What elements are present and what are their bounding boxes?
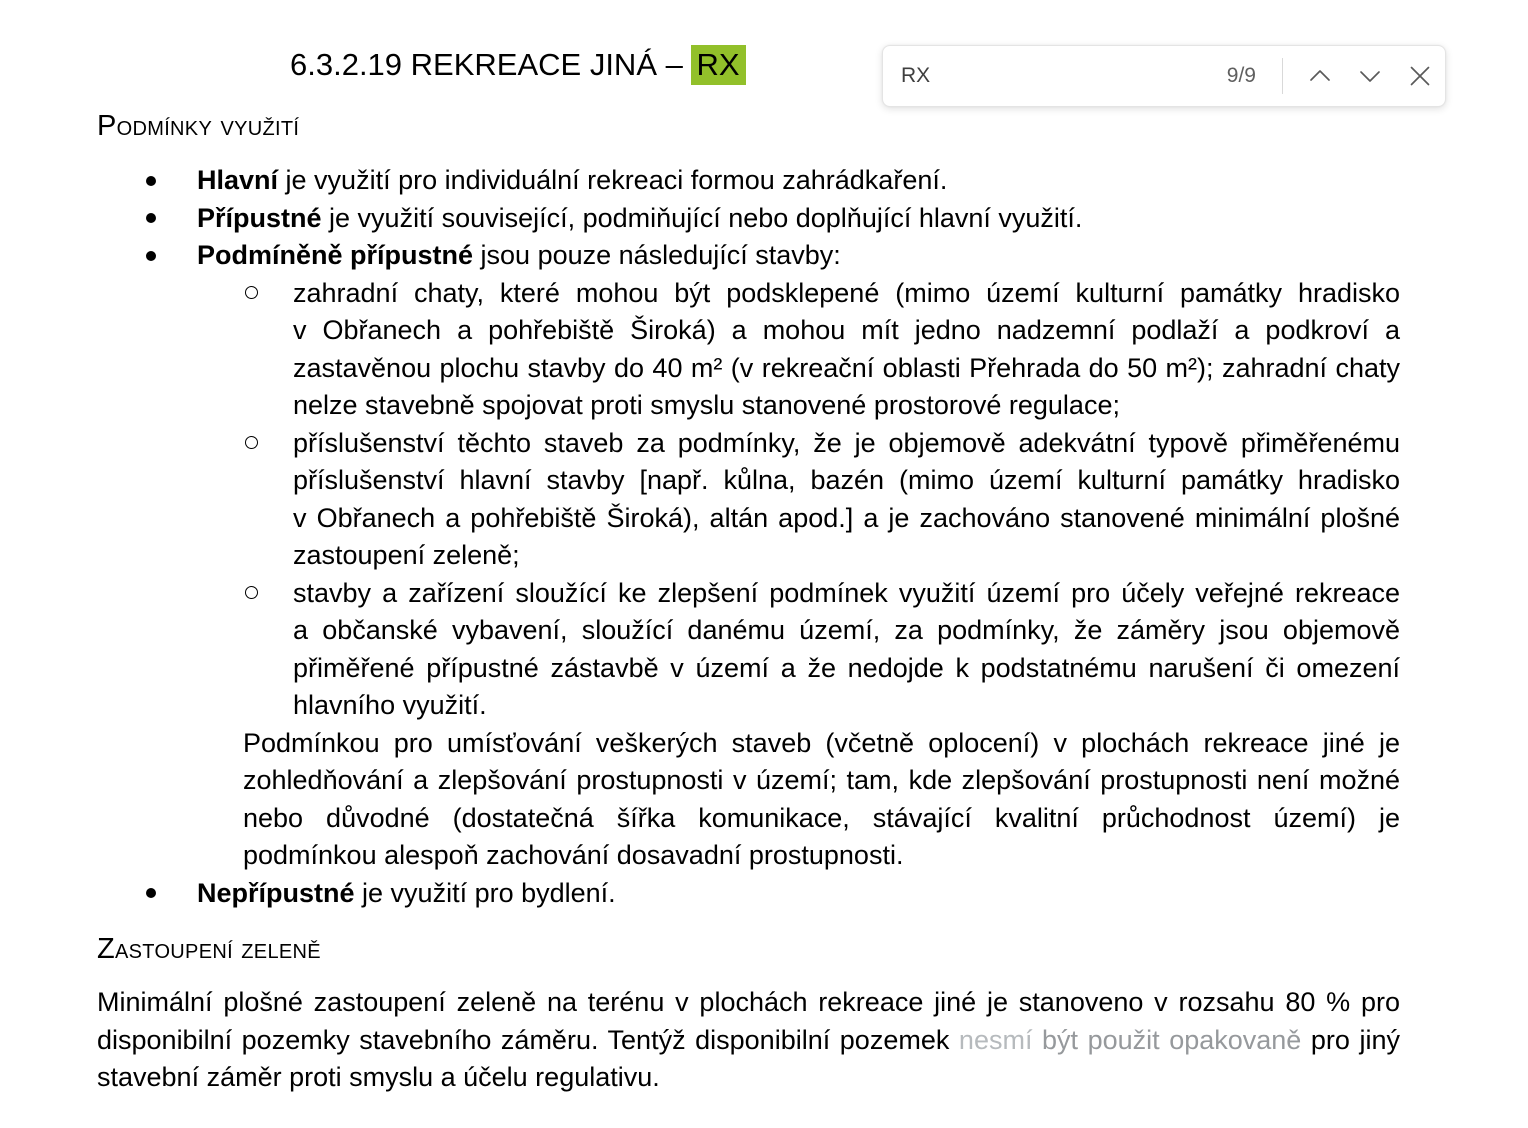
- term-hlavni: Hlavní: [197, 165, 279, 195]
- section-heading-podminky-vyuziti: Podmínky využití: [97, 110, 300, 142]
- find-search-input[interactable]: RX: [901, 64, 931, 87]
- term-pripustne-description: je využití související, podmiňující nebo doplňující hlavní využití.: [321, 202, 1083, 233]
- circle-bullet-icon: [245, 436, 258, 449]
- circle-bullet-icon: [245, 586, 258, 599]
- sub-list-item: [243, 275, 1400, 425]
- section-heading-zastoupeni-zelene: Zastoupení zeleně: [97, 933, 321, 965]
- list-item-text: [197, 200, 1400, 238]
- find-match-count: 9/9: [1226, 64, 1256, 87]
- term-podminene-pripustne-description: jsou pouze následující stavby:: [473, 240, 841, 270]
- sub-list-item-text: zahradní chaty, které mohou být podsklepené (mimo území kulturní památky hradisko v Obřanech a pohřebiště Široká) a mohou mít jedno nadzemní podlaží a podkroví a zastavěnou plochu stavby do 40 m² (v rekreační oblasti Přehrada do 50 m²); zahradní chaty nelze stavebně spojovat proti smyslu stanovené prostorové regulace;: [293, 277, 1400, 420]
- sub-list-item-text: stavby a zařízení sloužící ke zlepšení podmínek využití území pro účely veřejné rekreace a občanské vybavení, sloužící danému území, za podmínky, že záměry jsou objemově přiměřené přípustné zástavbě v území a že nedojde k podstatnému narušení či omezení hlavního využití.: [293, 577, 1400, 720]
- list-item-text: [197, 875, 1400, 913]
- term-pripustne: Přípustné: [197, 202, 322, 233]
- term-hlavni-description: je využití pro individuální rekreaci formou zahrádkaření.: [278, 165, 948, 195]
- closing-paragraph: [97, 984, 1400, 1097]
- bullet-icon: [146, 176, 156, 186]
- close-icon: [1406, 62, 1434, 90]
- chevron-down-icon: [1356, 62, 1384, 90]
- find-close-button[interactable]: [1395, 53, 1445, 99]
- closing-paragraph-text: Minimální plošné zastoupení zeleně na terénu v plochách rekreace jiné je stanoveno v rozsahu 80 % pro disponibilní pozemky stavebního záměru. Tentýž disponibilní pozemek: [97, 987, 1400, 1055]
- bullet-icon: [146, 251, 156, 261]
- sub-list-item-text: příslušenství těchto staveb za podmínky, že je objemově adekvátní typově přiměřenému příslušenství hlavní stavby [např. kůlna, bazén (mimo území kulturní památky hradisko v Obřanech a pohřebiště Široká), altán apod.] a je zachováno stanovené minimální plošné zastoupení zeleně;: [293, 427, 1400, 570]
- note-paragraph: Podmínkou pro umísťování veškerých staveb (včetně oplocení) v plochách rekreace jiné je zohledňování a zlepšování prostupnosti v území; tam, kde zlepšování prostupnosti není možné nebo důvodné (dostatečná šířka komunikace, stávající kvalitní průchodnost území) je podmínkou alespoň zachování dosavadní prostupnosti.: [243, 727, 1400, 870]
- sub-list-item: [243, 425, 1400, 575]
- list-item-text: [197, 237, 1400, 275]
- page-title-text: 6.3.2.19 REKREACE JINÁ –: [290, 47, 692, 82]
- bullet-icon: [146, 888, 156, 898]
- conditions-list: [97, 162, 1400, 912]
- sub-list-item: [243, 575, 1400, 725]
- bullet-icon: [146, 213, 156, 223]
- find-bar: [882, 45, 1446, 107]
- list-item: [97, 162, 1400, 200]
- divider: [1282, 58, 1283, 94]
- term-nepripustne: Nepřípustné: [197, 877, 355, 908]
- circle-bullet-icon: [245, 286, 258, 299]
- closing-paragraph-faded-text: nesmí: [958, 1024, 1043, 1055]
- list-item-text: [197, 162, 1400, 200]
- closing-paragraph-faded-text: být použit opakovaně: [1042, 1024, 1302, 1055]
- list-item: [97, 237, 1400, 275]
- list-item: [97, 875, 1400, 913]
- closing-paragraph-text: pro jiný stavební záměr proti smyslu a účelu regulativu.: [97, 1024, 1400, 1092]
- search-highlight-active: RX: [691, 45, 745, 85]
- find-previous-button[interactable]: [1295, 53, 1345, 99]
- list-item: [97, 200, 1400, 238]
- term-podminene-pripustne: Podmíněně přípustné: [197, 240, 474, 270]
- chevron-up-icon: [1306, 62, 1334, 90]
- find-next-button[interactable]: [1345, 53, 1395, 99]
- term-nepripustne-description: je využití pro bydlení.: [354, 877, 616, 908]
